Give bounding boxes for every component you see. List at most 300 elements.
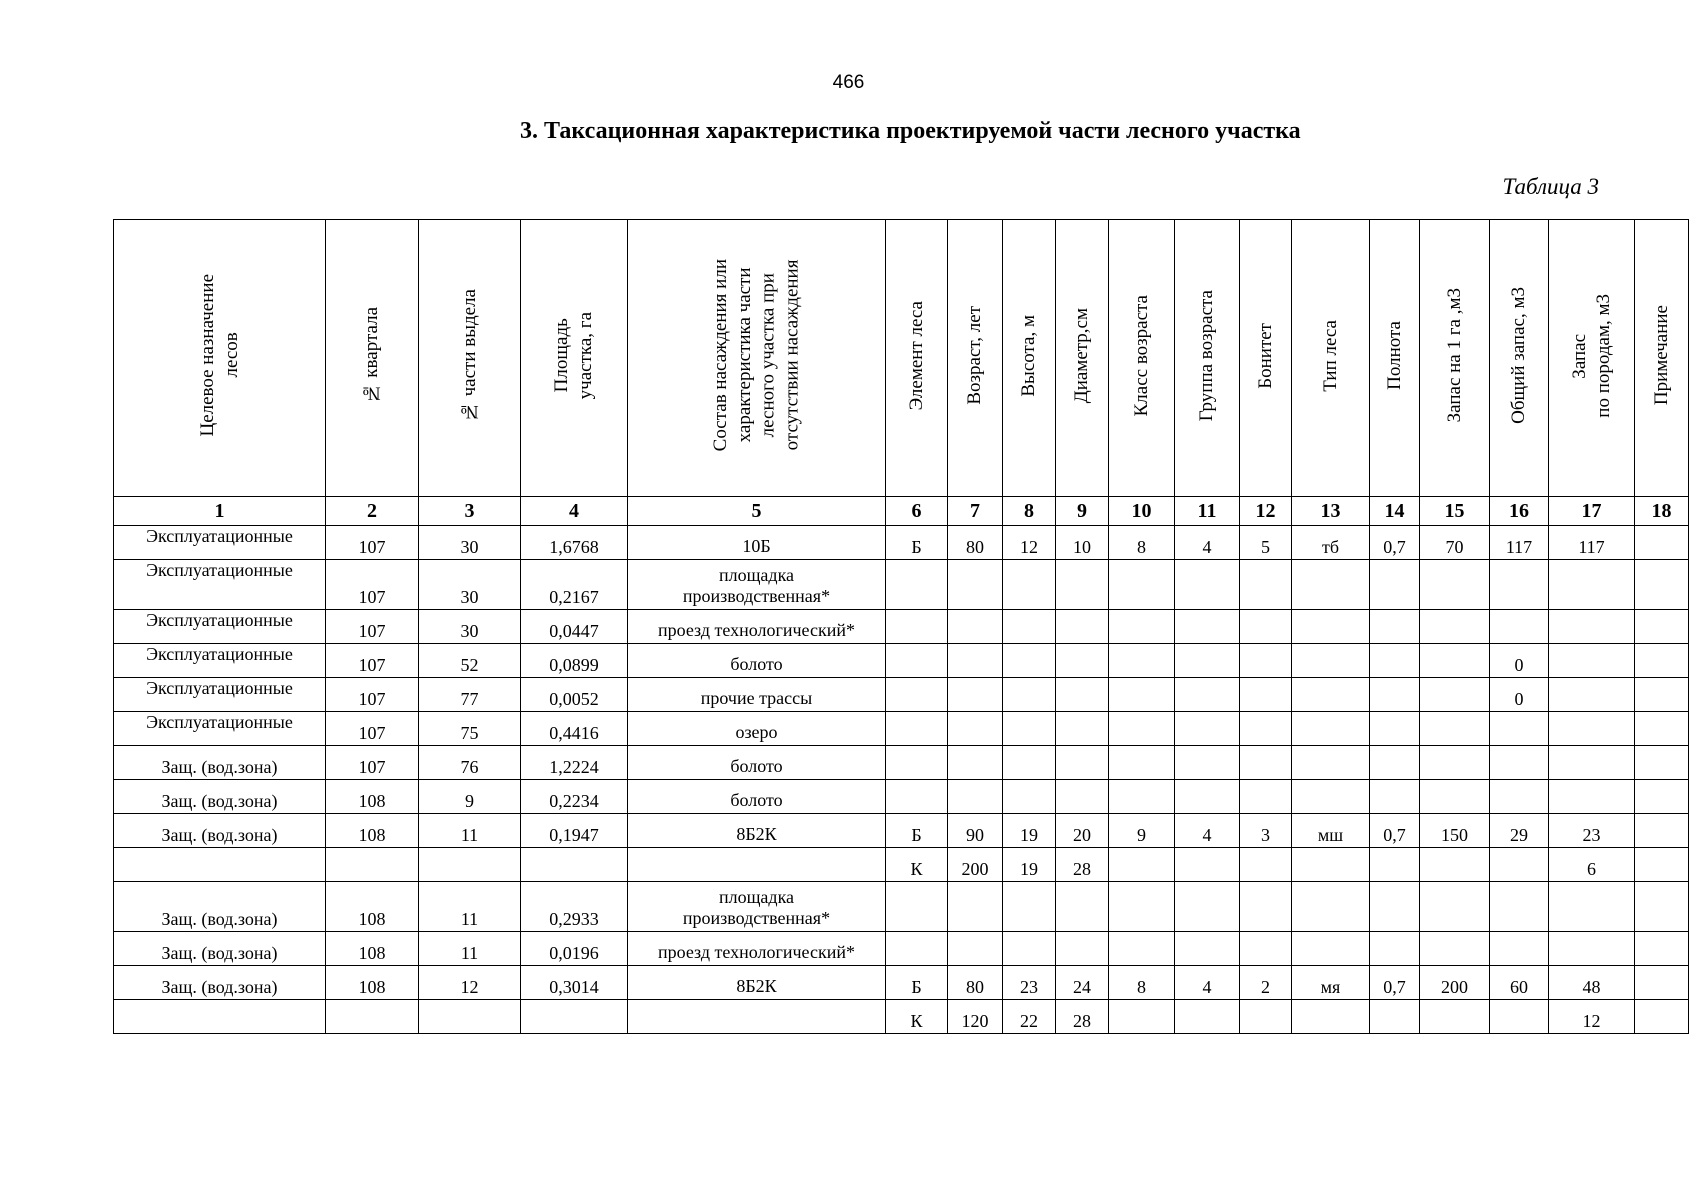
table-cell: 12 [1003, 526, 1056, 560]
column-header-label: № части выдела [458, 288, 480, 423]
taxation-table [113, 219, 1689, 1034]
table-cell [1635, 882, 1689, 932]
table-cell: 19 [1003, 848, 1056, 882]
column-header-label: Класс возраста [1130, 294, 1152, 417]
table-cell [1292, 848, 1370, 882]
table-row [114, 560, 1689, 610]
table-cell [886, 746, 948, 780]
table-cell [1109, 848, 1175, 882]
column-header [1175, 220, 1240, 497]
table-cell: 28 [1056, 848, 1109, 882]
table-cell: 75 [419, 712, 521, 746]
table-cell [1635, 848, 1689, 882]
table-cell [1109, 746, 1175, 780]
table-cell [1420, 932, 1490, 966]
table-cell [114, 1000, 326, 1034]
column-number: 12 [1240, 497, 1292, 526]
table-cell [1003, 882, 1056, 932]
table-cell: 117 [1490, 526, 1549, 560]
table-cell [1549, 712, 1635, 746]
table-cell [628, 848, 886, 882]
table-cell [1292, 560, 1370, 610]
table-cell: Защ. (вод.зона) [114, 882, 326, 932]
table-cell: 9 [419, 780, 521, 814]
table-cell: 10Б [628, 526, 886, 560]
table-cell: проезд технологический* [628, 932, 886, 966]
table-cell [1370, 932, 1420, 966]
column-number: 9 [1056, 497, 1109, 526]
table-cell [1549, 560, 1635, 610]
table-cell: К [886, 1000, 948, 1034]
column-number: 2 [326, 497, 419, 526]
table-cell: площадка производственная* [628, 560, 886, 610]
column-header-label: Возраст, лет [964, 306, 986, 405]
table-cell [948, 882, 1003, 932]
table-cell [1175, 560, 1240, 610]
table-cell: 150 [1420, 814, 1490, 848]
table-cell [1240, 712, 1292, 746]
table-cell [1056, 644, 1109, 678]
table-cell [1549, 882, 1635, 932]
column-header-label: Примечание [1650, 305, 1672, 406]
table-cell [1109, 610, 1175, 644]
table-cell: 8 [1109, 966, 1175, 1000]
table-cell [1056, 780, 1109, 814]
table-row [114, 1000, 1689, 1034]
table-cell [1292, 746, 1370, 780]
table-cell [1056, 560, 1109, 610]
table-cell: 4 [1175, 526, 1240, 560]
table-cell: 80 [948, 966, 1003, 1000]
table-cell [886, 560, 948, 610]
table-cell [1490, 932, 1549, 966]
table-cell: 52 [419, 644, 521, 678]
column-header-label: Запас на 1 га ,м3 [1443, 288, 1465, 423]
table-cell: Защ. (вод.зона) [114, 780, 326, 814]
column-number: 14 [1370, 497, 1420, 526]
table-cell [1490, 712, 1549, 746]
table-cell [1549, 746, 1635, 780]
table-cell [886, 932, 948, 966]
table-cell: 0,2234 [521, 780, 628, 814]
table-cell [1240, 780, 1292, 814]
table-cell: 80 [948, 526, 1003, 560]
column-header [1109, 220, 1175, 497]
table-cell [1109, 932, 1175, 966]
table-cell [886, 678, 948, 712]
table-row [114, 526, 1689, 560]
table-cell [1056, 932, 1109, 966]
table-cell [1056, 746, 1109, 780]
column-header-label: Общий запас, м3 [1508, 287, 1530, 424]
column-header-label: Бонитет [1254, 322, 1276, 389]
table-cell [1240, 644, 1292, 678]
table-cell: 0,7 [1370, 526, 1420, 560]
table-cell: 12 [419, 966, 521, 1000]
table-cell [948, 610, 1003, 644]
table-cell [1003, 932, 1056, 966]
table-cell [1420, 848, 1490, 882]
table-cell [1109, 882, 1175, 932]
table-cell: Эксплуатационные [114, 560, 326, 610]
table-cell [1420, 644, 1490, 678]
table-cell: 0,4416 [521, 712, 628, 746]
table-cell: 108 [326, 814, 419, 848]
table-cell [1635, 526, 1689, 560]
column-number-row [114, 497, 1689, 526]
table-cell [1240, 678, 1292, 712]
column-number: 3 [419, 497, 521, 526]
table-cell [1109, 644, 1175, 678]
table-row [114, 848, 1689, 882]
table-cell: болото [628, 746, 886, 780]
column-header-label: Полнота [1383, 321, 1405, 390]
table-cell: 90 [948, 814, 1003, 848]
table-cell [1003, 560, 1056, 610]
table-cell [886, 610, 948, 644]
table-cell [1003, 644, 1056, 678]
table-cell: 0,3014 [521, 966, 628, 1000]
table-row [114, 712, 1689, 746]
table-cell [1490, 780, 1549, 814]
column-header [114, 220, 326, 497]
column-number: 15 [1420, 497, 1490, 526]
table-cell: 107 [326, 644, 419, 678]
column-header-label: Тип леса [1319, 319, 1341, 392]
table-cell: 19 [1003, 814, 1056, 848]
table-cell [1109, 712, 1175, 746]
table-cell [1370, 712, 1420, 746]
table-cell: 76 [419, 746, 521, 780]
table-cell [1003, 746, 1056, 780]
table-cell: 200 [1420, 966, 1490, 1000]
column-header [1635, 220, 1689, 497]
table-cell: 0,7 [1370, 966, 1420, 1000]
table-cell: 8Б2К [628, 814, 886, 848]
table-cell [1420, 712, 1490, 746]
column-header [1549, 220, 1635, 497]
header-row [114, 220, 1689, 497]
table-cell [1240, 932, 1292, 966]
table-cell: 8Б2К [628, 966, 886, 1000]
table-cell: болото [628, 780, 886, 814]
table-cell: Б [886, 966, 948, 1000]
table-cell [1370, 746, 1420, 780]
table-body [114, 526, 1689, 1034]
table-cell: 3 [1240, 814, 1292, 848]
table-cell: 11 [419, 814, 521, 848]
table-cell [1635, 932, 1689, 966]
table-cell [948, 746, 1003, 780]
column-header [1240, 220, 1292, 497]
table-cell [1292, 780, 1370, 814]
table-cell [1549, 644, 1635, 678]
table-cell: 20 [1056, 814, 1109, 848]
table-cell [1003, 780, 1056, 814]
column-header [419, 220, 521, 497]
table-cell: 0 [1490, 644, 1549, 678]
table-cell: 108 [326, 882, 419, 932]
table-cell: 0,2167 [521, 560, 628, 610]
table-cell: 4 [1175, 814, 1240, 848]
table-cell: 30 [419, 610, 521, 644]
table-cell [1056, 610, 1109, 644]
table-cell: 4 [1175, 966, 1240, 1000]
table-cell: 0,7 [1370, 814, 1420, 848]
table-cell [1370, 882, 1420, 932]
table-cell [1003, 610, 1056, 644]
table-cell [1490, 1000, 1549, 1034]
table-cell [1420, 560, 1490, 610]
table-cell: 107 [326, 746, 419, 780]
table-cell: 2 [1240, 966, 1292, 1000]
table-cell [1240, 610, 1292, 644]
table-cell [1420, 678, 1490, 712]
table-cell: 117 [1549, 526, 1635, 560]
column-header [1292, 220, 1370, 497]
table-cell: Б [886, 526, 948, 560]
table-cell [1549, 610, 1635, 644]
table-cell [948, 712, 1003, 746]
table-cell [1292, 644, 1370, 678]
table-cell [1635, 780, 1689, 814]
table-cell [1240, 560, 1292, 610]
table-cell: прочие трассы [628, 678, 886, 712]
table-cell: тб [1292, 526, 1370, 560]
column-header [886, 220, 948, 497]
table-cell [1549, 678, 1635, 712]
table-cell: 107 [326, 610, 419, 644]
table-cell [1292, 678, 1370, 712]
table-row [114, 780, 1689, 814]
table-cell [1635, 814, 1689, 848]
table-cell: проезд технологический* [628, 610, 886, 644]
table-cell: 107 [326, 678, 419, 712]
table-cell [1420, 882, 1490, 932]
table-cell [948, 780, 1003, 814]
table-cell: болото [628, 644, 886, 678]
table-cell [1175, 848, 1240, 882]
table-cell [1240, 746, 1292, 780]
column-number: 5 [628, 497, 886, 526]
table-cell: Эксплуатационные [114, 712, 326, 746]
column-number: 17 [1549, 497, 1635, 526]
table-cell: 28 [1056, 1000, 1109, 1034]
table-cell [1490, 746, 1549, 780]
column-header-label: Состав насаждения или характеристика части лесного участка при отсутствии насаждения [710, 259, 803, 452]
table-cell [1003, 678, 1056, 712]
table-cell: 5 [1240, 526, 1292, 560]
column-number: 7 [948, 497, 1003, 526]
table-cell [1175, 644, 1240, 678]
table-cell: 30 [419, 560, 521, 610]
table-cell: мя [1292, 966, 1370, 1000]
table-cell: 0,0196 [521, 932, 628, 966]
table-cell [886, 882, 948, 932]
table-cell [1635, 678, 1689, 712]
table-cell [1240, 848, 1292, 882]
column-header [628, 220, 886, 497]
column-number: 4 [521, 497, 628, 526]
table-cell [886, 712, 948, 746]
table-cell [1420, 1000, 1490, 1034]
table-cell [1490, 882, 1549, 932]
table-cell [1370, 560, 1420, 610]
table-cell [521, 848, 628, 882]
table-cell [1370, 848, 1420, 882]
table-cell: 108 [326, 780, 419, 814]
table-cell [1175, 678, 1240, 712]
table-cell [1292, 610, 1370, 644]
table-cell: Защ. (вод.зона) [114, 814, 326, 848]
table-cell [1109, 780, 1175, 814]
table-cell [948, 560, 1003, 610]
table-cell: 0,0447 [521, 610, 628, 644]
column-header-label: Запас по породам, м3 [1568, 293, 1614, 418]
table-cell [1635, 1000, 1689, 1034]
table-cell [419, 848, 521, 882]
table-cell [1175, 780, 1240, 814]
table-cell: 108 [326, 932, 419, 966]
table-cell [1370, 780, 1420, 814]
table-cell [1175, 932, 1240, 966]
column-header-label: Диаметр,см [1071, 307, 1093, 404]
table-cell: 24 [1056, 966, 1109, 1000]
table-cell [1420, 610, 1490, 644]
table-cell [1370, 610, 1420, 644]
table-cell [886, 644, 948, 678]
document-title: 3. Таксационная характеристика проектируемой части лесного участка [520, 118, 1301, 144]
table-cell [326, 848, 419, 882]
table-cell [1370, 678, 1420, 712]
table-cell: Б [886, 814, 948, 848]
table-cell: Защ. (вод.зона) [114, 966, 326, 1000]
column-number: 6 [886, 497, 948, 526]
table-cell [1109, 1000, 1175, 1034]
column-header [1003, 220, 1056, 497]
table-cell: 10 [1056, 526, 1109, 560]
table-cell [948, 644, 1003, 678]
column-number: 10 [1109, 497, 1175, 526]
table-cell [1420, 746, 1490, 780]
table-cell [521, 1000, 628, 1034]
table-cell [114, 848, 326, 882]
page-number: 466 [832, 72, 865, 93]
table-row [114, 678, 1689, 712]
column-header-label: Высота, м [1018, 314, 1040, 397]
table-cell [1549, 932, 1635, 966]
table-cell: 0,0899 [521, 644, 628, 678]
table-cell [1490, 610, 1549, 644]
table-cell: 11 [419, 882, 521, 932]
table-cell: Эксплуатационные [114, 678, 326, 712]
table-cell [1635, 610, 1689, 644]
column-header [948, 220, 1003, 497]
table-cell: 1,2224 [521, 746, 628, 780]
table-cell [1056, 712, 1109, 746]
table-cell: 107 [326, 526, 419, 560]
column-header [1056, 220, 1109, 497]
column-header-label: Целевое назначение лесов [196, 274, 242, 437]
table-cell [1635, 644, 1689, 678]
table-cell: Защ. (вод.зона) [114, 932, 326, 966]
table-cell [1175, 1000, 1240, 1034]
column-header-label: № квартала [361, 307, 383, 404]
table-cell: 6 [1549, 848, 1635, 882]
table-cell: площадка производственная* [628, 882, 886, 932]
table-cell: 70 [1420, 526, 1490, 560]
column-number: 8 [1003, 497, 1056, 526]
table-cell: 22 [1003, 1000, 1056, 1034]
table-cell [1549, 780, 1635, 814]
column-number: 18 [1635, 497, 1689, 526]
table-cell: мш [1292, 814, 1370, 848]
table-caption: Таблица 3 [1502, 174, 1599, 199]
table-cell: 200 [948, 848, 1003, 882]
table-cell [1056, 882, 1109, 932]
table-cell: 0,1947 [521, 814, 628, 848]
table-cell [1175, 712, 1240, 746]
table-cell [1370, 1000, 1420, 1034]
table-cell: Эксплуатационные [114, 526, 326, 560]
table-cell: 30 [419, 526, 521, 560]
table-cell [1175, 746, 1240, 780]
table-cell: 23 [1549, 814, 1635, 848]
column-header-label: Элемент леса [905, 300, 927, 411]
column-number: 16 [1490, 497, 1549, 526]
table-cell [628, 1000, 886, 1034]
table-cell: 108 [326, 966, 419, 1000]
table-cell: озеро [628, 712, 886, 746]
table-cell [1175, 882, 1240, 932]
column-number: 1 [114, 497, 326, 526]
table-cell [948, 932, 1003, 966]
table-cell: 9 [1109, 814, 1175, 848]
column-header-label: Группа возраста [1196, 289, 1218, 422]
table-cell [1490, 560, 1549, 610]
table-cell: 60 [1490, 966, 1549, 1000]
table-cell: Защ. (вод.зона) [114, 746, 326, 780]
table-cell: 23 [1003, 966, 1056, 1000]
table-row [114, 610, 1689, 644]
table-cell [1292, 882, 1370, 932]
table-cell: 8 [1109, 526, 1175, 560]
column-header-label: Площадь участка, га [551, 311, 596, 400]
table-cell: Эксплуатационные [114, 610, 326, 644]
table-cell [326, 1000, 419, 1034]
table-cell [1370, 644, 1420, 678]
table-cell [886, 780, 948, 814]
table-cell [948, 678, 1003, 712]
table-cell: 107 [326, 712, 419, 746]
table-cell [1109, 678, 1175, 712]
table-cell: 77 [419, 678, 521, 712]
table-cell: 48 [1549, 966, 1635, 1000]
table-cell: 11 [419, 932, 521, 966]
table-cell: 1,6768 [521, 526, 628, 560]
table-cell [1240, 1000, 1292, 1034]
table-cell: 29 [1490, 814, 1549, 848]
table-cell [419, 1000, 521, 1034]
column-number: 11 [1175, 497, 1240, 526]
table-cell: 120 [948, 1000, 1003, 1034]
table-cell [1635, 560, 1689, 610]
table-row [114, 966, 1689, 1000]
column-header [1420, 220, 1490, 497]
table-cell: 0 [1490, 678, 1549, 712]
table-cell [1292, 932, 1370, 966]
table-cell [1490, 848, 1549, 882]
